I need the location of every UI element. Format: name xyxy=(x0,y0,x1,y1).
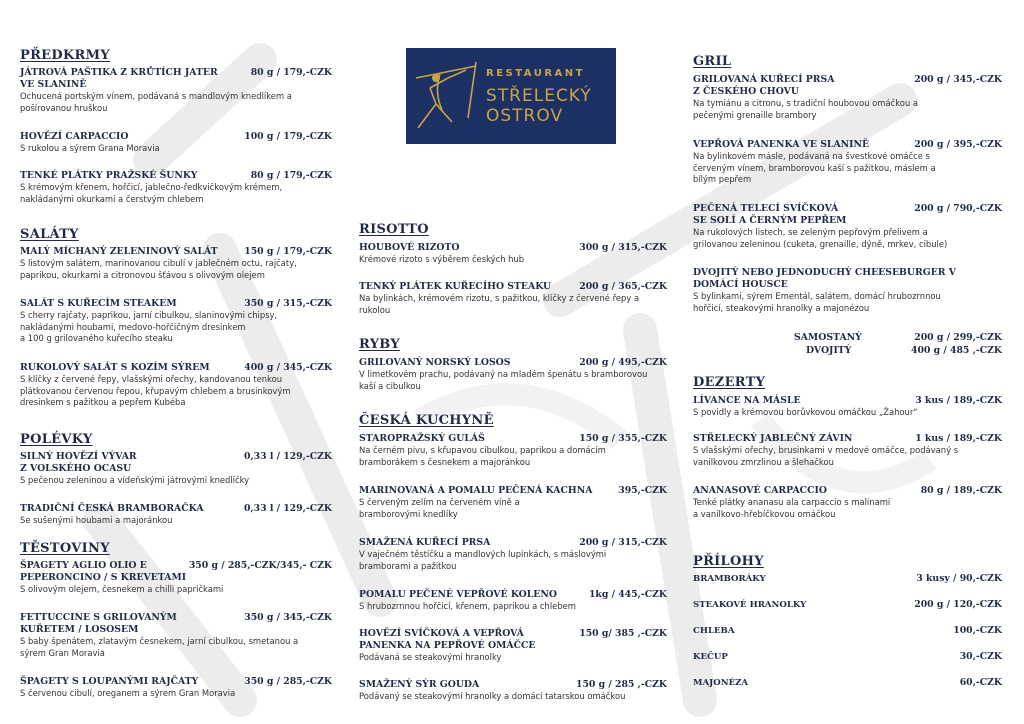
side-item xyxy=(693,573,1002,585)
menu-item xyxy=(20,503,332,527)
item-name: PEPERONCINO / S KREVETAMI xyxy=(20,572,187,583)
item-name: SMAŽENÁ KUŘECÍ PRSA xyxy=(359,537,491,548)
menu-item xyxy=(359,679,667,703)
logo-name-line1: STŘELECKÝ xyxy=(486,86,592,106)
variant-price: 200 g / 299,-CZK xyxy=(914,332,1002,343)
item-description: Podávaná se steakovými hranolky xyxy=(359,652,502,662)
side-item xyxy=(693,625,1002,637)
item-price: 350 g / 285,-CZK/345,- CZK xyxy=(188,560,332,571)
item-price: 150 g/ 385 ,-CZK xyxy=(579,628,667,639)
menu-item xyxy=(20,246,332,281)
section-title-gril: GRIL xyxy=(693,54,732,69)
item-name: GRILOVANÝ NORSKÝ LOSOS xyxy=(359,357,511,368)
item-name: VE SLANINĚ xyxy=(20,79,87,90)
item-description: S rukolou a sýrem Grana Moravia xyxy=(20,143,160,153)
item-name: SE SOLÍ A ČERNÝM PEPŘEM xyxy=(693,215,847,226)
item-name: MALÝ MÍCHANÝ ZELENINOVÝ SALÁT xyxy=(20,246,218,257)
section-title-ryby: RYBY xyxy=(359,337,400,352)
item-description: Na tymiánu a citronu, s tradiční houbovou omáčkou a xyxy=(693,98,918,108)
item-name: TRADIČNÍ ČESKÁ BRAMBORAČKA xyxy=(20,503,204,514)
item-description: Se sušenými houbami a majoránkou xyxy=(20,515,173,525)
item-description: Na bylinkách, krémovém rizotu, s pažitkou, klíčky z červené řepy a xyxy=(359,293,640,303)
variant-price: 400 g / 485 ,-CZK xyxy=(910,345,1002,356)
item-price: 400 g / 345,-CZK xyxy=(244,362,332,373)
menu-item xyxy=(20,298,332,345)
variant-label: SAMOSTANÝ xyxy=(794,332,862,343)
menu-item xyxy=(359,589,667,613)
item-price: 0,33 l / 129,-CZK xyxy=(243,503,332,514)
item-name: STŘELECKÝ JABLEČNÝ ZÁVIN xyxy=(693,433,853,444)
side-item xyxy=(693,599,1002,611)
item-description: pečenými grenaille brambory xyxy=(693,109,817,120)
variant-label: DVOJITÝ xyxy=(806,345,852,356)
item-name: STEAKOVÉ HRANOLKY xyxy=(693,600,807,610)
menu-item xyxy=(20,131,332,155)
item-price: 200 g / 120,-CZK xyxy=(914,599,1002,610)
item-name: SILNÝ HOVĚZÍ VÝVAR xyxy=(20,451,137,462)
menu-item xyxy=(20,676,332,700)
item-price: 100,-CZK xyxy=(953,625,1002,636)
item-description: S červeným zelím na červeném víně a xyxy=(359,497,520,507)
menu-item xyxy=(20,560,332,596)
item-name: PEČENÁ TELECÍ SVÍČKOVÁ xyxy=(693,203,839,214)
item-name: LÍVANCE NA MÁSLE xyxy=(693,395,801,406)
item-description: pošírovanou hruškou xyxy=(20,102,108,113)
item-description: sýrem Gran Moravia xyxy=(20,647,105,658)
item-description: S klíčky z červené řepy, vlašskými ořechy, kandovanou tenkou xyxy=(20,374,283,384)
menu-item xyxy=(20,451,332,487)
item-name: Z VOLSKÉHO OCASU xyxy=(20,463,132,474)
item-description: bramborovými knedlíky xyxy=(359,508,458,519)
item-price: 350 g / 315,-CZK xyxy=(244,298,332,309)
item-description: grilovanou zeleninou (cuketa, grenaille, dýně, mrkev, cibule) xyxy=(693,238,948,249)
item-name: ANANASOVÉ CARPACCIO xyxy=(693,485,827,496)
item-price: 80 g / 179,-CZK xyxy=(250,170,332,181)
item-price: 30,-CZK xyxy=(959,651,1002,662)
item-price: 100 g / 179,-CZK xyxy=(244,131,332,142)
item-description: a 100 g grilovaného kuřecího steaku xyxy=(20,333,173,343)
item-name: SALÁT S KUŘECÍM STEAKEM xyxy=(20,298,177,309)
item-description: dresinkem s pažitkou a pepřem Kubéba xyxy=(20,397,186,407)
item-name: FETTUCCINE S GRILOVANÝM xyxy=(20,612,177,623)
item-description: kaší a cibulkou xyxy=(359,380,421,391)
menu-item xyxy=(20,362,332,409)
item-description: Krémové rizoto s výběrem českých hub xyxy=(359,254,525,264)
item-description: Na černém pivu, s křupavou cibulkou, paprikou a domácím xyxy=(359,445,606,455)
item-price: 60,-CZK xyxy=(959,677,1002,688)
item-name: MAJONÉZA xyxy=(693,678,749,688)
menu-item xyxy=(693,433,1002,468)
item-name: ŠPAGETY AGLIO OLIO E xyxy=(20,560,147,571)
section-title-testoviny: TĚSTOVINY xyxy=(20,541,110,556)
menu-item xyxy=(359,281,667,316)
item-description: vanilkovou zmrzlinou a šlehačkou xyxy=(693,456,834,467)
item-description: S povidly a krémovou borůvkovou omáčkou „Žahour“ xyxy=(693,407,918,417)
item-description: paprikou, okurkami a citronovou šťávou s olivovým olejem xyxy=(20,269,265,280)
menu-item xyxy=(20,67,332,114)
side-item xyxy=(693,651,1002,663)
item-price: 150 g / 285 ,-CZK xyxy=(575,679,667,690)
item-description: S bylinkami, sýrem Ementál, salátem, domácí hrubozrnnou xyxy=(693,291,941,301)
item-name: SMAŽENÝ SÝR GOUDA xyxy=(359,679,480,690)
section-title-predkrmy: PŘEDKRMY xyxy=(20,48,110,63)
item-description: bílým pepřem xyxy=(693,174,752,184)
side-item xyxy=(693,677,1002,689)
menu-item xyxy=(693,74,1002,121)
item-name: HOVĚZÍ CARPACCIO xyxy=(20,131,129,142)
menu-item xyxy=(693,395,1002,419)
menu-item xyxy=(693,267,1002,314)
item-name: JÁTROVÁ PAŠTIKA Z KRŮTÍCH JATER xyxy=(20,67,218,78)
item-name: ŠPAGETY S LOUPANÝMI RAJČATY xyxy=(20,676,199,687)
section-title-polevky: POLÉVKY xyxy=(20,432,93,447)
item-description: S baby špenátem, zlatavým česnekem, jarní cibulkou, smetanou a xyxy=(20,636,299,646)
restaurant-logo xyxy=(406,48,616,144)
item-description: Tenké plátky ananasu ala carpaccio s malinami xyxy=(693,497,891,507)
item-price: 1 kus / 189,-CZK xyxy=(915,433,1002,444)
item-description: nakládanými houbami, medovo-hořčičným dresinkem xyxy=(20,321,246,332)
section-title-risotto: RISOTTO xyxy=(359,222,429,237)
item-price: 300 g / 315,-CZK xyxy=(579,242,667,253)
item-description: S listovým salátem, marinovanou cibulí v jablečném octu, rajčaty, xyxy=(20,258,297,268)
item-price: 200 g / 315,-CZK xyxy=(579,537,667,548)
item-description: rukolou xyxy=(359,304,391,315)
menu-item xyxy=(359,485,667,520)
item-name: STAROPRAŽSKÝ GULÁŠ xyxy=(359,433,485,444)
item-description: S krémovým křenem, hořčicí, jablečno-ředkvičkovým krémem, xyxy=(20,182,283,192)
menu-item xyxy=(359,357,667,392)
item-price: 0,33 l / 129,-CZK xyxy=(243,451,332,462)
item-description: S pečenou zeleninou a vídeňskými játrovými knedlíčky xyxy=(20,475,250,485)
item-description: S vlašskými ořechy, brusinkami v medové omáčce, podávaný s xyxy=(693,445,959,455)
item-description: plátkovanou červenou řepou, křupavým chlebem a brusinkovým xyxy=(20,385,291,396)
item-name: TENKÉ PLÁTKY PRAŽSKÉ ŠUNKY xyxy=(20,170,198,181)
item-name: RUKOLOVÝ SALÁT S KOZÍM SÝREM xyxy=(20,362,210,373)
item-description: V vaječném těstíčku a mandlových lupínkách, s máslovými xyxy=(359,549,607,559)
item-price: 350 g / 285,-CZK xyxy=(244,676,332,687)
item-name: GRILOVANÁ KUŘECÍ PRSA xyxy=(693,74,835,85)
item-name: PANENKA NA PEPŘOVÉ OMÁČCE xyxy=(359,640,536,651)
item-description: bramborákem s česnekem a majoránkou xyxy=(359,456,531,467)
item-name: BRAMBORÁKY xyxy=(693,574,766,584)
item-name: Z ČESKÉHO CHOVU xyxy=(693,86,799,97)
menu-item xyxy=(693,139,1002,186)
menu-item xyxy=(20,612,332,659)
item-price: 1kg / 445,-CZK xyxy=(588,589,667,600)
item-name: DVOJITÝ NEBO JEDNODUCHÝ CHEESEBURGER V xyxy=(693,267,956,278)
menu-item xyxy=(359,628,667,664)
archer-icon xyxy=(406,48,486,144)
item-description: Ochucená portským vínem, podávaná s mandlovým knedlíkem a xyxy=(20,91,292,101)
item-price: 200 g / 365,-CZK xyxy=(579,281,667,292)
section-title-dezerty: DEZERTY xyxy=(693,375,766,390)
section-title-prilohy: PŘÍLOHY xyxy=(693,554,764,569)
logo-restaurant-label: RESTAURANT xyxy=(486,68,585,79)
item-name: CHLEBA xyxy=(693,626,735,636)
item-name: VEPŘOVÁ PANENKA VE SLANINĚ xyxy=(693,139,870,150)
item-description: a vanilkovo-hřebíčkovou omáčkou xyxy=(693,508,836,519)
item-description: V limetkovém prachu, podávaný na mladém špenátu s bramborovou xyxy=(359,369,648,379)
item-price: 200 g / 495,-CZK xyxy=(579,357,667,368)
item-name: TENKÝ PLÁTEK KUŘECÍHO STEAKU xyxy=(359,281,552,292)
item-description: S červenou cibulí, oreganem a sýrem Gran Moravia xyxy=(20,688,236,698)
item-description: S olivovým olejem, česnekem a chilli papričkami xyxy=(20,584,224,594)
item-price: 350 g / 345,-CZK xyxy=(244,612,332,623)
item-name: KEČUP xyxy=(693,652,728,662)
item-description: Podávaný se steakovými hranolky a domácí tatarskou omáčkou xyxy=(359,691,626,701)
item-price: 150 g / 179,-CZK xyxy=(244,246,332,257)
item-description: S hrubozrnnou hořčicí, křenem, paprikou a chlebem xyxy=(359,601,576,611)
item-name: KUŘETEM / LOSOSEM xyxy=(20,624,139,635)
item-description: hořčicí, steakovými hranolky a majonézou xyxy=(693,302,870,313)
item-description: Na rukolových listech, se zeleným pepřovým přelivem a xyxy=(693,227,928,237)
menu-item xyxy=(693,485,1002,520)
item-description: Na bylinkovém másle, podávaná na švestkové omáčce s xyxy=(693,151,930,161)
item-name: MARINOVANÁ A POMALU PEČENÁ KACHNA xyxy=(359,485,593,496)
item-description: S cherry rajčaty, paprikou, jarní cibulkou, slaninovými chipsy, xyxy=(20,310,278,320)
item-description: nakládanými okurkami a čerstvým chlebem xyxy=(20,193,204,204)
menu-item xyxy=(359,242,667,266)
logo-name-line2: OSTROV xyxy=(486,106,564,126)
section-title-ceska-kuchyne: ČESKÁ KUCHYNĚ xyxy=(359,413,494,428)
item-price: 3 kus / 189,-CZK xyxy=(915,395,1002,406)
item-price: 80 g / 189,-CZK xyxy=(920,485,1002,496)
item-price: 200 g / 345,-CZK xyxy=(914,74,1002,85)
item-price: 80 g / 179,-CZK xyxy=(250,67,332,78)
item-name: POMALU PEČENÉ VEPŘOVÉ KOLENO xyxy=(359,589,557,600)
item-name: HOUBOVÉ RIZOTO xyxy=(359,242,460,253)
item-description: červeným vínem, bramborovou kaší s pažitkou, máslem a xyxy=(693,162,936,173)
menu-item xyxy=(359,433,667,468)
item-price: 150 g / 355,-CZK xyxy=(579,433,667,444)
menu-item xyxy=(359,537,667,572)
item-price: 200 g / 790,-CZK xyxy=(914,203,1002,214)
item-name: HOVĚZÍ SVÍČKOVÁ A VEPŘOVÁ xyxy=(359,628,524,639)
menu-item xyxy=(693,203,1002,250)
item-name: DOMÁCÍ HOUSCE xyxy=(693,279,788,290)
item-price: 3 kusy / 90,-CZK xyxy=(916,573,1002,584)
item-price: 200 g / 395,-CZK xyxy=(914,139,1002,150)
section-title-salaty: SALÁTY xyxy=(20,227,79,242)
item-price: 395,-CZK xyxy=(618,485,667,496)
menu-item xyxy=(20,170,332,205)
item-description: bramborami a pažitkou xyxy=(359,560,457,571)
